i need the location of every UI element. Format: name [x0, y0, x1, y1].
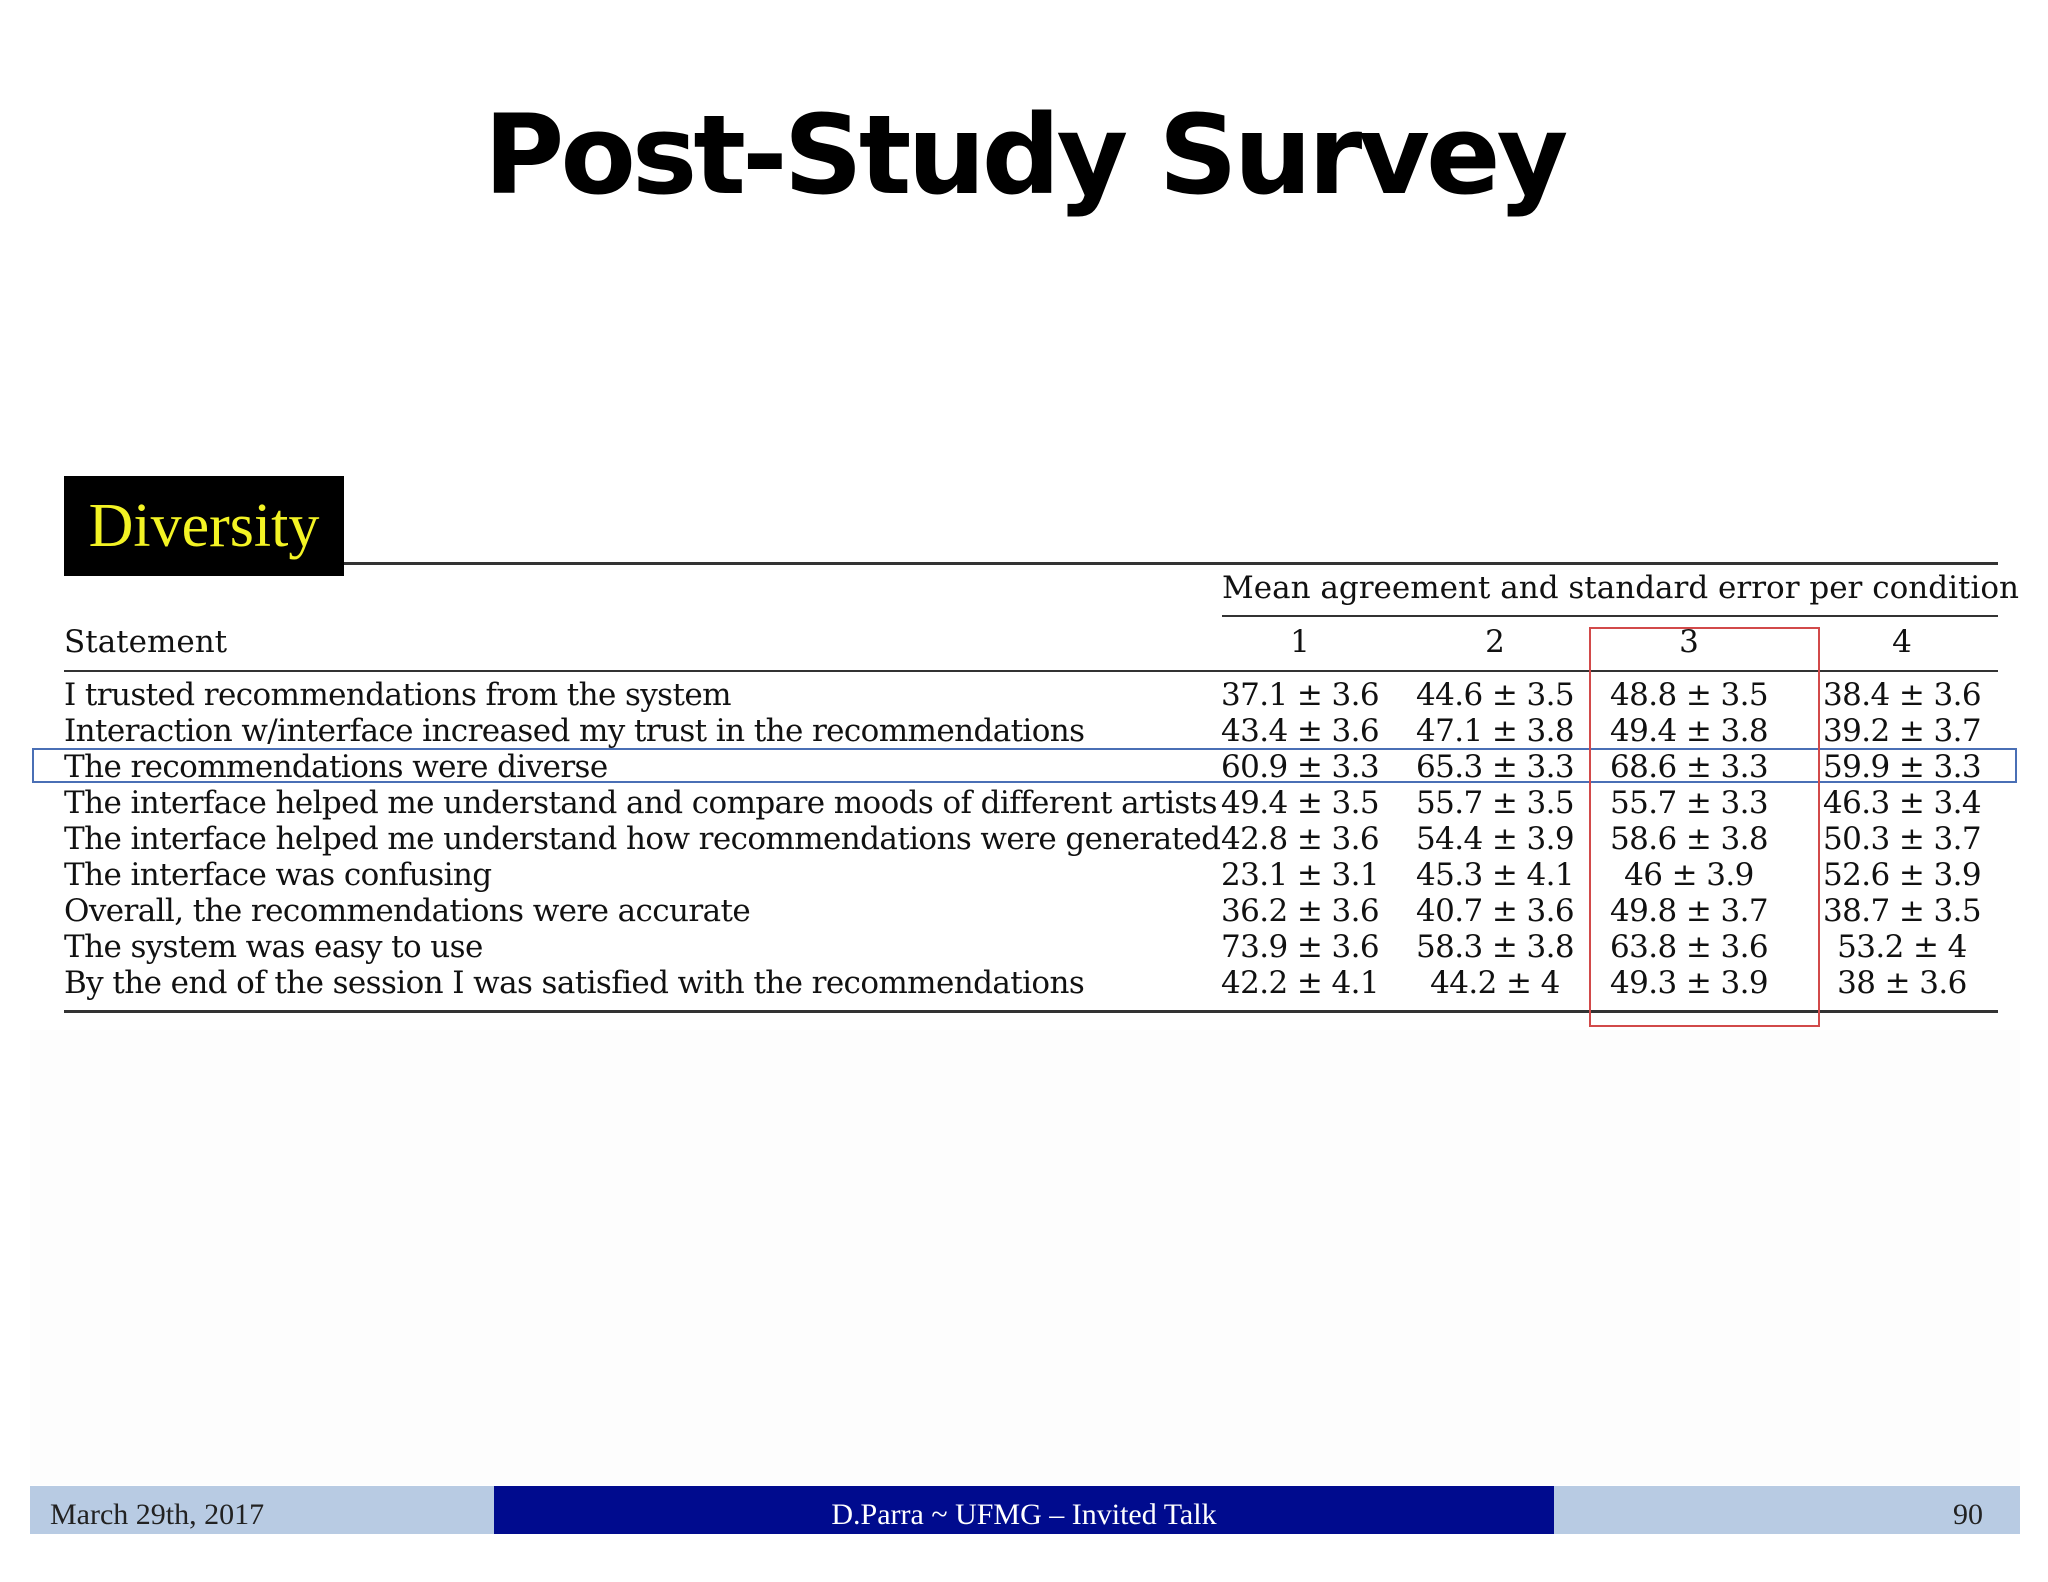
row-statement: The system was easy to use [64, 929, 483, 965]
row-value-cond-1: 73.9 ± 3.6 [1220, 929, 1379, 965]
row-value-cond-2: 44.2 ± 4 [1430, 965, 1560, 1001]
row-value-cond-4: 38.4 ± 3.6 [1822, 677, 1981, 713]
row-value-cond-4: 52.6 ± 3.9 [1822, 857, 1981, 893]
row-value-cond-1: 49.4 ± 3.5 [1220, 785, 1379, 821]
row-statement: The interface helped me understand how recommendations were generated [64, 821, 1221, 857]
row-value-cond-1: 36.2 ± 3.6 [1220, 893, 1379, 929]
row-statement: The interface was confusing [64, 857, 492, 893]
row-value-cond-3: 49.4 ± 3.8 [1609, 713, 1768, 749]
footer-talk-title: D.Parra ~ UFMG – Invited Talk [831, 1498, 1217, 1531]
row-value-cond-1: 60.9 ± 3.3 [1220, 749, 1379, 785]
row-value-cond-4: 53.2 ± 4 [1837, 929, 1967, 965]
condition-header-4: 4 [1892, 624, 1912, 660]
row-value-cond-1: 37.1 ± 3.6 [1220, 677, 1379, 713]
row-value-cond-3: 46 ± 3.9 [1624, 857, 1754, 893]
row-value-cond-3: 68.6 ± 3.3 [1609, 749, 1768, 785]
row-value-cond-2: 58.3 ± 3.8 [1415, 929, 1574, 965]
row-value-cond-4: 59.9 ± 3.3 [1822, 749, 1981, 785]
statement-column-header: Statement [64, 624, 228, 660]
row-value-cond-3: 49.3 ± 3.9 [1609, 965, 1768, 1001]
content-area [30, 1030, 2020, 1485]
row-value-cond-1: 43.4 ± 3.6 [1220, 713, 1379, 749]
row-value-cond-4: 38.7 ± 3.5 [1822, 893, 1981, 929]
condition-3-highlight [1589, 627, 1820, 1027]
row-statement: Overall, the recommendations were accurate [64, 893, 751, 929]
row-value-cond-3: 63.8 ± 3.6 [1609, 929, 1768, 965]
footer-date: March 29th, 2017 [50, 1498, 265, 1531]
diversity-badge: Diversity [64, 476, 344, 576]
row-value-cond-1: 42.8 ± 3.6 [1220, 821, 1379, 857]
row-value-cond-2: 54.4 ± 3.9 [1415, 821, 1574, 857]
footer-page-number: 90 [1953, 1498, 1983, 1531]
row-statement: The recommendations were diverse [64, 749, 608, 785]
row-value-cond-2: 55.7 ± 3.5 [1415, 785, 1574, 821]
row-value-cond-4: 38 ± 3.6 [1837, 965, 1967, 1001]
row-value-cond-2: 44.6 ± 3.5 [1415, 677, 1574, 713]
row-value-cond-4: 39.2 ± 3.7 [1822, 713, 1981, 749]
row-value-cond-1: 23.1 ± 3.1 [1220, 857, 1379, 893]
row-value-cond-3: 58.6 ± 3.8 [1609, 821, 1768, 857]
row-value-cond-1: 42.2 ± 4.1 [1220, 965, 1379, 1001]
row-statement: I trusted recommendations from the system [64, 677, 731, 713]
row-value-cond-4: 46.3 ± 3.4 [1822, 785, 1981, 821]
row-value-cond-3: 55.7 ± 3.3 [1609, 785, 1768, 821]
row-value-cond-2: 47.1 ± 3.8 [1415, 713, 1574, 749]
row-value-cond-2: 65.3 ± 3.3 [1415, 749, 1574, 785]
row-value-cond-4: 50.3 ± 3.7 [1822, 821, 1981, 857]
group-header-rule [1222, 615, 1998, 617]
condition-header-3: 3 [1679, 624, 1699, 660]
condition-group-header: Mean agreement and standard error per condition [1222, 570, 2019, 606]
row-statement: By the end of the session I was satisfied with the recommendations [64, 965, 1085, 1001]
row-value-cond-2: 40.7 ± 3.6 [1415, 893, 1574, 929]
row-statement: Interaction w/interface increased my trust in the recommendations [64, 713, 1085, 749]
condition-header-1: 1 [1290, 624, 1310, 660]
row-value-cond-3: 48.8 ± 3.5 [1609, 677, 1768, 713]
slide-title: Post-Study Survey [483, 91, 1565, 219]
row-value-cond-3: 49.8 ± 3.7 [1609, 893, 1768, 929]
row-value-cond-2: 45.3 ± 4.1 [1415, 857, 1574, 893]
table-top-rule [344, 562, 1998, 565]
condition-header-2: 2 [1485, 624, 1505, 660]
row-statement: The interface helped me understand and compare moods of different artists [64, 785, 1217, 821]
